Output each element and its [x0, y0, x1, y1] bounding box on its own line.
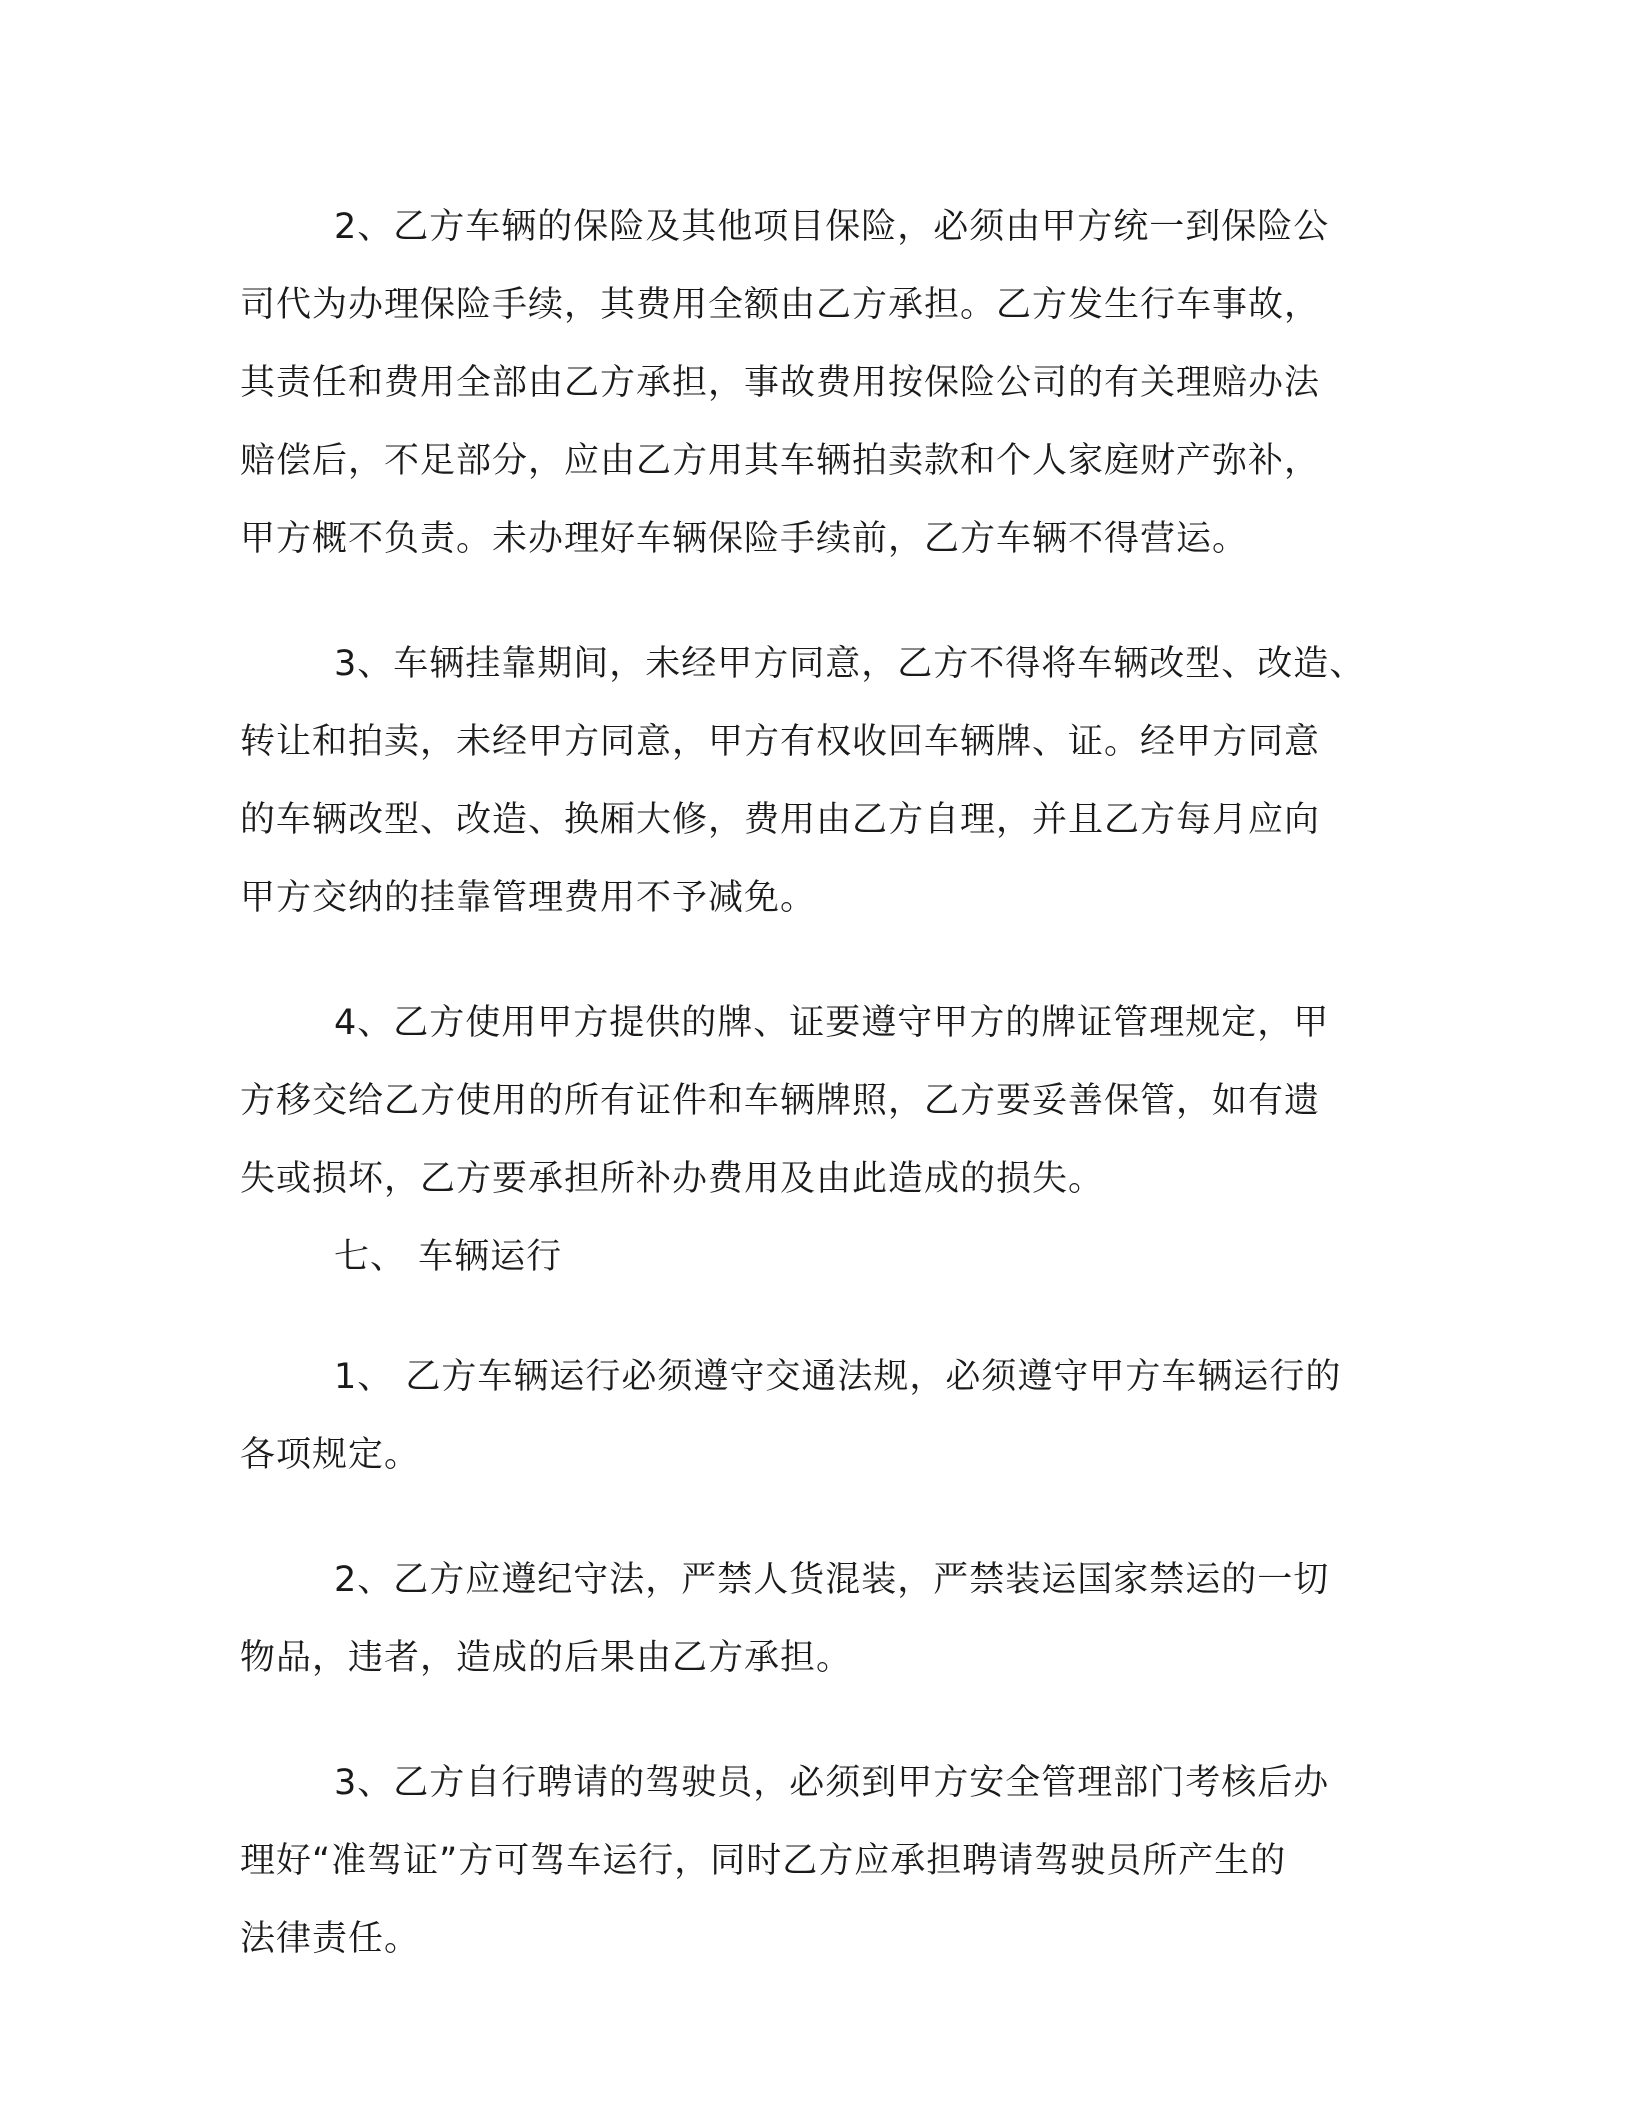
section-heading: 七、 车辆运行 [334, 1237, 563, 1277]
clause-2-paragraph [240, 188, 1390, 578]
text-line: 转让和拍卖，未经甲方同意，甲方有权收回车辆牌、证。经甲方同意 [240, 722, 1321, 762]
text-line: 失或损坏，乙方要承担所补办费用及由此造成的损失。 [240, 1159, 1105, 1199]
document-page [240, 188, 1390, 1978]
text-line: 其责任和费用全部由乙方承担，事故费用按保险公司的有关理赔办法 [240, 363, 1321, 403]
text-line: 3、乙方自行聘请的驾驶员，必须到甲方安全管理部门考核后办 [334, 1763, 1330, 1803]
text-line: 3、车辆挂靠期间，未经甲方同意，乙方不得将车辆改型、改造、 [334, 644, 1366, 684]
text-line: 赔偿后，不足部分，应由乙方用其车辆拍卖款和个人家庭财产弥补， [240, 441, 1321, 481]
clause-4-paragraph [240, 984, 1390, 1218]
text-line: 2、乙方车辆的保险及其他项目保险，必须由甲方统一到保险公 [334, 207, 1330, 247]
text-line: 方移交给乙方使用的所有证件和车辆牌照，乙方要妥善保管，如有遗 [240, 1081, 1321, 1121]
section-clause-1-paragraph [240, 1338, 1390, 1494]
text-line: 甲方交纳的挂靠管理费用不予减免。 [240, 878, 817, 918]
section-clause-2-paragraph [240, 1541, 1390, 1697]
clause-3-paragraph [240, 625, 1390, 937]
text-line: 1、 乙方车辆运行必须遵守交通法规，必须遵守甲方车辆运行的 [334, 1357, 1342, 1397]
text-line: 4、乙方使用甲方提供的牌、证要遵守甲方的牌证管理规定，甲 [334, 1003, 1330, 1043]
text-line: 司代为办理保险手续，其费用全额由乙方承担。乙方发生行车事故， [240, 285, 1321, 325]
section-clause-3-paragraph [240, 1744, 1390, 1978]
text-line: 2、乙方应遵纪守法，严禁人货混装，严禁装运国家禁运的一切 [334, 1560, 1330, 1600]
text-line: 甲方概不负责。未办理好车辆保险手续前，乙方车辆不得营运。 [240, 519, 1249, 559]
text-line: 物品，违者，造成的后果由乙方承担。 [240, 1638, 853, 1678]
text-line: 的车辆改型、改造、换厢大修，费用由乙方自理，并且乙方每月应向 [240, 800, 1321, 840]
text-line: 理好“准驾证”方可驾车运行，同时乙方应承担聘请驾驶员所产生的 [240, 1841, 1287, 1881]
text-line: 法律责任。 [240, 1919, 421, 1959]
text-line: 各项规定。 [240, 1435, 421, 1475]
